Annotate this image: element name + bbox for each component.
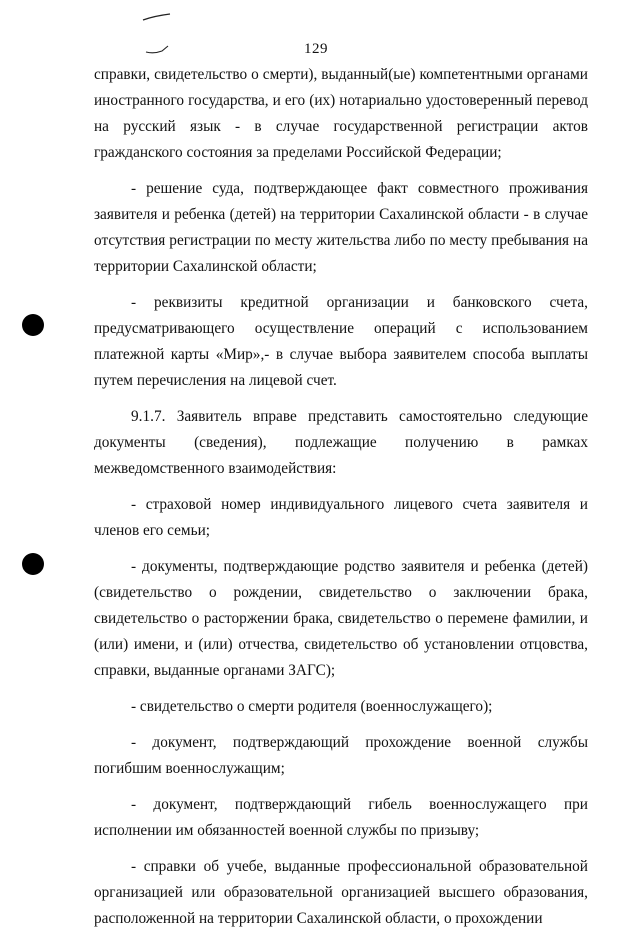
punch-hole-top: [22, 314, 44, 336]
punch-hole-bottom: [22, 553, 44, 575]
paragraph-soldier-death: - документ, подтверждающий гибель военнослужащего при исполнении им обязанностей военной службы по призыву;: [94, 796, 588, 839]
paragraph-court-decision: - решение суда, подтверждающее факт совместного проживания заявителя и ребенка (детей) на территории Сахалинской области - в случае отсутствия регистрации по месту жительства либо по месту пребывания на территории Сахалинской области;: [94, 180, 588, 275]
paragraph-bank-details: - реквизиты кредитной организации и банковского счета, предусматривающего осуществление операций с использованием платежной карты «Мир»,- в случае выбора заявителем способа выплаты путем перечисления на лицевой счет.: [94, 294, 588, 389]
paragraph-study-certificates: - справки об учебе, выданные профессиональной образовательной организацией или образовательной организацией высшего образования, расположенной на территории Сахалинской области, о прохождении: [94, 858, 588, 927]
paragraph-snils: - страховой номер индивидуального лицевого счета заявителя и членов его семьи;: [94, 496, 588, 539]
paragraph-continuation: справки, свидетельство о смерти), выданный(ые) компетентными органами иностранного государства, и его (их) нотариально удостоверенный перевод на русский язык - в случае государственной регистрации актов гражданского состояния за пределами Российской Федерации;: [94, 66, 588, 161]
paragraph-9-1-7: 9.1.7. Заявитель вправе представить самостоятельно следующие документы (сведения), подлежащие получению в рамках межведомственного взаимодействия:: [94, 408, 588, 477]
page-number: 129: [304, 41, 328, 57]
paragraph-kinship-documents: - документы, подтверждающие родство заявителя и ребенка (детей) (свидетельство о рождении, свидетельство о заключении брака, свидетельство о расторжении брака, свидетельство о перемене фамилии, и (или) имени, и (или) отчества, свидетельство об установлении отцовства, справки, выданные органами ЗАГС);: [94, 558, 588, 679]
document-body: [94, 62, 588, 932]
paragraph-death-certificate: - свидетельство о смерти родителя (военнослужащего);: [131, 698, 493, 715]
paragraph-military-service: - документ, подтверждающий прохождение военной службы погибшим военнослужащим;: [94, 734, 588, 777]
